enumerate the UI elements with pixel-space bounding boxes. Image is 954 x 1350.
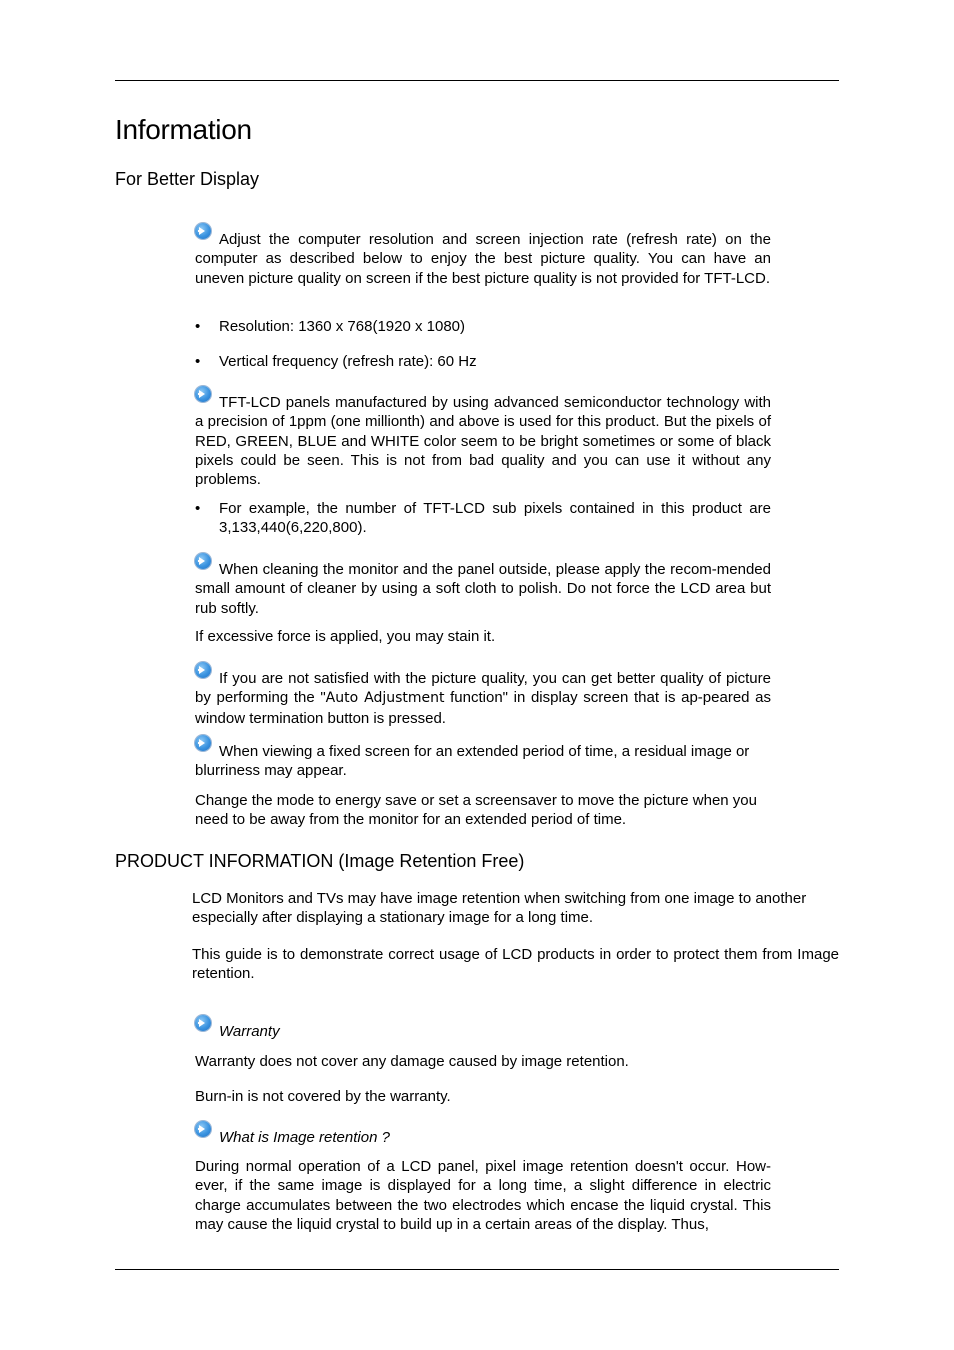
paragraph-text: When cleaning the monitor and the panel outside, please apply the recom-mended small amount of cleaner by using a soft cloth to polish. Do not force the LCD area but rub softly. [195, 561, 771, 617]
paragraph-text: If you are not satisfied with the picture quality, you can get better quality of picture by performing the " [195, 670, 771, 707]
arrow-circle-icon [195, 1015, 211, 1031]
arrow-circle-icon [195, 386, 211, 402]
bullet-text: Vertical frequency (refresh rate): 60 Hz [219, 353, 477, 370]
bullet-dot: • [195, 500, 201, 517]
bullet-text: Resolution: 1360 x 768(1920 x 1080) [219, 318, 466, 335]
paragraph-text: Adjust the computer resolution and screen injection rate (refresh rate) on the computer as described below to enjoy the best picture quality. You can have an uneven picture quality on screen if the best picture quality is not provided for TFT-LCD. [195, 231, 771, 287]
bullet-dot: • [195, 318, 201, 335]
retention-title-text: What is Image retention ? [219, 1129, 390, 1146]
paragraph-guide: This guide is to demonstrate correct usage of LCD products in order to protect them from Image retention. [192, 946, 839, 983]
paragraph-retention-explained: During normal operation of a LCD panel, pixel image retention doesn't occur. How-ever, if the same image is displayed for a long time, a slight difference in electric charge accumulates between the two electrodes which encase the liquid crystal. This may cause the liquid crystal to build up in a certain areas of the display. Thus, [195, 1158, 771, 1233]
arrow-circle-icon [195, 662, 211, 678]
paragraph-text: function" in display screen that is ap-peared as window termination button is pressed. [195, 689, 771, 727]
page-title: Information [115, 114, 252, 145]
paragraph-tft-lcd [195, 386, 771, 489]
bullet-dot: • [195, 353, 201, 370]
paragraph-burn-in: Burn-in is not covered by the warranty. [195, 1088, 451, 1105]
auto-adjustment-term: Auto Adjustment [325, 690, 445, 707]
retention-title [195, 1121, 771, 1147]
paragraph-stain: If excessive force is applied, you may stain it. [195, 628, 496, 645]
paragraph-auto-adjust [195, 662, 771, 728]
paragraph-text: When viewing a fixed screen for an extended period of time, a residual image or blurriness may appear. [195, 743, 750, 780]
header-rule [115, 80, 839, 81]
arrow-circle-icon [195, 735, 211, 751]
bullet-item [195, 317, 771, 336]
bullet-item [195, 499, 771, 538]
paragraph-resolution [195, 223, 771, 288]
warranty-title [195, 1015, 771, 1041]
paragraph-retention-intro: LCD Monitors and TVs may have image retention when switching from one image to another especially after displaying a stationary image for a long time. [192, 890, 807, 927]
arrow-circle-icon [195, 1121, 211, 1137]
paragraph-residual-image [195, 735, 771, 781]
section-heading-better-display: For Better Display [115, 169, 260, 189]
section-heading-product-info: PRODUCT INFORMATION (Image Retention Free) [115, 851, 525, 871]
arrow-circle-icon [195, 223, 211, 239]
paragraph-energy-save: Change the mode to energy save or set a screensaver to move the picture when you need to be away from the monitor for an extended period of time. [195, 792, 757, 829]
bullet-item [195, 352, 771, 371]
footer-rule [115, 1269, 839, 1270]
paragraph-cleaning [195, 553, 771, 618]
bullet-text: For example, the number of TFT-LCD sub pixels contained in this product are 3,133,440(6,220,800). [219, 500, 771, 537]
paragraph-warranty-damage: Warranty does not cover any damage caused by image retention. [195, 1053, 629, 1070]
arrow-circle-icon [195, 553, 211, 569]
paragraph-text: TFT-LCD panels manufactured by using advanced semiconductor technology with a precision of 1ppm (one millionth) and above is used for this product. But the pixels of RED, GREEN, BLUE and WHITE color seem to be bright sometimes or some of black pixels could be seen. This is not from bad quality and you can use it without any problems. [195, 394, 771, 489]
warranty-title-text: Warranty [219, 1023, 280, 1040]
